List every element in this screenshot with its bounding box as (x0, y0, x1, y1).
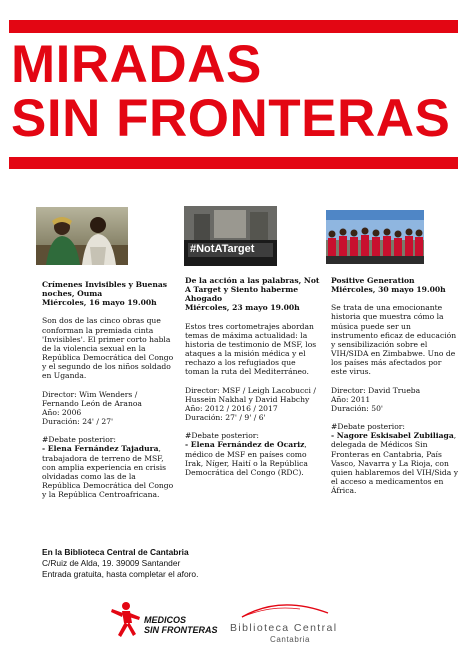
film-2-debate-text: , médico de MSF en países como Irak, Níger, Haití o la República Democrática del Congo (RDC). (185, 440, 308, 477)
library-logo (226, 601, 366, 651)
msf-logo-line-1: MEDICOS (144, 615, 187, 625)
film-3-description: Se trata de una emocionante historia que muestra cómo la música puede ser un instrumento eficaz de educación y sensibilización sobre el VIH/SIDA en Zimbabwe. Uno de los países más afectados por este virus. (331, 303, 457, 377)
film-3-title: Positive Generation (331, 276, 415, 285)
film-1-photo (36, 207, 128, 265)
film-2-debate-label: #Debate posterior: (185, 431, 259, 441)
film-2-director: Director: MSF / Leigh Lacobucci / Hussein Nakhal y David Habchy (185, 385, 316, 404)
film-3-photo (326, 210, 424, 264)
film-1-date: Miércoles, 16 mayo 19.00h (42, 298, 157, 308)
entry-info: Entrada gratuita, hasta completar el aforo. (42, 568, 199, 579)
film-1-debate-text: , trabajadora de terreno de MSF, con amplia experiencia en crisis olvidadas como las de la República Democrática del Congo y la República Centroafricana. (42, 444, 174, 500)
film-2-duration: Duración: 27' / 9' / 6' (185, 413, 266, 423)
film-2-photo (184, 206, 277, 266)
film-2-photo-tag: #NotATarget (190, 243, 255, 255)
page-title-line-2: SIN FRONTERAS (11, 89, 451, 148)
film-3-year: Año: 2011 (331, 394, 371, 404)
library-swoosh-icon (240, 601, 330, 619)
film-2-year: Año: 2012 / 2016 / 2017 (185, 403, 278, 413)
film-2-description: Estos tres cortometrajes abordan temas de máxima actualidad: la historia de testimonio de MSF, los ataques a la misión médica y el rechazo a los refugiados que toman la ruta del Mediterráneo. (185, 321, 317, 377)
film-3-date: Miércoles, 30 mayo 19.00h (331, 285, 446, 295)
film-1-info (42, 280, 174, 508)
header-bottom-bar (9, 157, 458, 169)
library-logo-line-2: Cantabria (270, 635, 311, 644)
header-top-bar (9, 20, 458, 33)
film-3-debate-label: #Debate posterior: (331, 422, 405, 432)
film-3-debate-text: , delegada de Médicos Sin Fronteras en Cantabria, País Vasco, Navarra y La Rioja, con quien hablaremos del VIH/Sida y el acceso a medicamentos en África. (331, 431, 459, 496)
venue-info (42, 547, 302, 579)
film-2-title: De la acción a las palabras, Not A Target y Siento haberme Ahogado (185, 276, 320, 304)
film-1-director: Director: Wim Wenders / Fernando León de Aranoa (42, 389, 142, 408)
msf-runner-icon (110, 601, 142, 641)
venue-address: C/Ruiz de Alda, 19. 39009 Santander (42, 557, 181, 568)
film-3-duration: Duración: 50' (331, 403, 384, 413)
film-2-debate-name: - Elena Fernández de Ocariz (185, 440, 305, 450)
library-logo-line-1: Biblioteca Central (230, 622, 338, 634)
film-1-duration: Duración: 24' / 27' (42, 417, 114, 427)
film-3-debate-name: - Nagore Eskisabel Zubiliaga (331, 431, 454, 441)
msf-logo-line-2: SIN FRONTERAS (144, 625, 218, 635)
venue-name: En la Biblioteca Central de Cantabria (42, 547, 189, 557)
film-2-info (185, 276, 320, 486)
film-2-date: Miércoles, 23 mayo 19.00h (185, 303, 300, 313)
film-1-debate-label: #Debate posterior: (42, 435, 116, 445)
film-1-debate-name: - Elena Fernández Tajadura (42, 444, 159, 454)
film-3-director: Director: David Trueba (331, 385, 421, 395)
msf-logo (110, 601, 220, 645)
film-1-title: Crímenes Invisibles y Buenas noches, Ouma (42, 280, 168, 299)
film-3-info (331, 276, 459, 504)
film-1-description: Son dos de las cinco obras que conforman la premiada cinta 'Invisibles'. El primer corto habla de la violencia sexual en la República Democrática del Congo y el segundo de los niños soldado en Uganda. (42, 316, 174, 381)
page-title-line-1: MIRADAS (11, 35, 262, 94)
film-1-year: Año: 2006 (42, 407, 82, 417)
